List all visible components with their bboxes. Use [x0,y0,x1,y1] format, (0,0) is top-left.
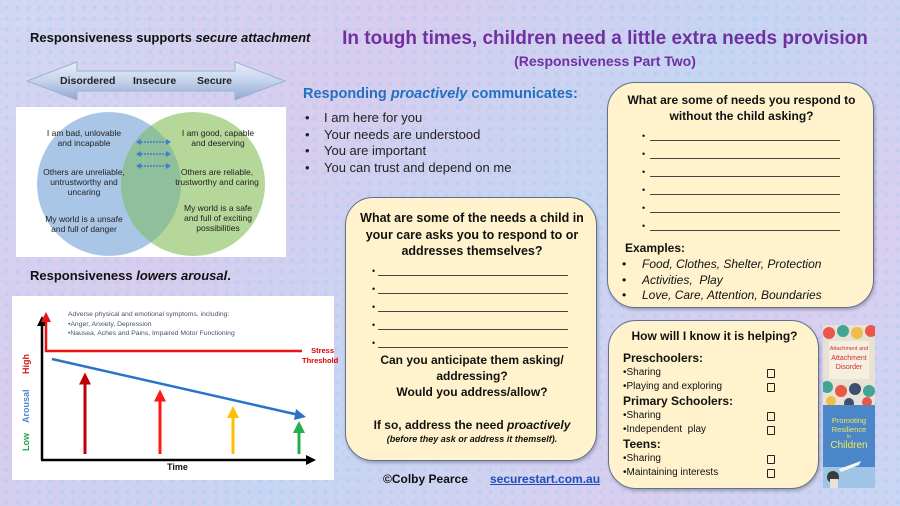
list-item-text: You can trust and depend on me [324,159,512,175]
answer-blank[interactable] [642,159,840,177]
checklist-item[interactable] [623,366,813,380]
answer-lines [642,123,840,231]
book-title-line: Disorder [835,364,863,371]
venn-left-others: Others are unreliable, untrustworthy and uncaring [43,167,125,198]
bullet-icon: • [305,110,310,125]
stress-threshold-label [302,346,339,366]
list-item [305,110,511,127]
book-cover-attachment[interactable] [823,325,875,405]
trend-arrowhead-icon [294,409,306,420]
checklist-item[interactable] [623,466,813,480]
list-item [622,288,822,304]
bullet-icon: • [305,126,310,142]
advice-italic: proactively [507,418,571,432]
list-item-text: I am here for you [324,110,423,125]
card-question: What are some of the needs a child in your care asks you to respond to or addresses themselves? [360,211,584,258]
bullet-icon: • [372,284,376,294]
bullet-icon: • [622,272,627,287]
bullet-icon: • [305,143,310,158]
heading-italic-text: secure attachment [195,30,311,45]
answer-rule [378,282,568,294]
anticipate-question: Can you anticipate them asking/ addressing? [380,353,564,383]
examples-heading: Examples: [625,241,686,255]
answer-rule [650,147,840,159]
answer-rule [378,264,568,276]
checklist-item[interactable] [623,423,813,437]
answer-blank[interactable] [372,276,568,294]
venn-right-others: Others are reliable, trustworthy and caring [175,167,259,188]
y-label-high: High [21,354,31,374]
checkbox[interactable] [767,412,775,421]
label-secure: Secure [197,75,233,87]
proactive-heading [303,86,578,102]
arousal-diagram [12,296,339,480]
checklist-label: •Independent play [623,424,707,435]
card-child-asks [345,197,597,461]
copyright-author: ©Colby Pearce [383,472,468,486]
page-title: In tough times, children need a little extra needs provision [342,28,868,49]
checklist-label: •Sharing [623,367,661,378]
bullet-icon: • [642,149,646,159]
bullet-icon: • [372,302,376,312]
checkbox[interactable] [767,426,775,435]
checkbox[interactable] [767,469,775,478]
label-insecure: Insecure [133,75,177,87]
answer-rule [378,318,568,330]
group-heading-primary: Primary Schoolers: [623,394,734,408]
answer-blank[interactable] [372,330,568,348]
checkbox[interactable] [767,369,775,378]
response-arrowhead-icon [293,421,305,433]
list-item-text: Love, Care, Attention, Boundaries [642,288,822,302]
book-illustration [823,405,875,488]
list-item-text: You are important [324,143,427,158]
answer-blank[interactable] [642,123,840,141]
answer-rule [378,300,568,312]
heading-italic-text: lowers arousal [136,268,228,283]
y-label-arousal: Arousal [21,389,31,423]
checklist-item[interactable] [623,409,813,423]
list-item [305,160,511,177]
list-item [305,127,511,144]
answer-lines [372,258,568,348]
book-title-line: in [847,434,851,440]
venn-left-self: I am bad, unlovable and incapable [46,128,122,149]
examples-list [622,257,822,304]
x-axis-arrowhead-icon [306,455,316,465]
book-title-line: Children [830,440,868,451]
advice-text: If so, address the need [373,418,507,432]
bullet-icon: • [372,320,376,330]
answer-rule [650,219,840,231]
checklist-label: •Maintaining interests [623,467,719,478]
book-title-line: Promoting [831,416,867,425]
helping-checklist [623,351,813,480]
list-item [622,273,822,289]
answer-blank[interactable] [642,213,840,231]
proactive-advice-note: (before they ask or address it themself). [386,434,558,444]
answer-rule [650,129,840,141]
heading-text: Responsiveness supports [30,30,196,45]
card-question: How will I know it is helping? [631,329,798,343]
bullet-icon: • [642,131,646,141]
checklist-item[interactable] [623,452,813,466]
group-heading-teens: Teens: [623,437,661,451]
symptom-item: •Anger, Anxiety, Depression [68,320,152,328]
symptom-item: •Nausea, Aches and Pains, Impaired Motor Functioning [68,330,235,337]
response-arrowhead-icon [154,389,166,401]
bullet-icon: • [305,159,310,175]
threshold-label-line: Stress [311,346,334,355]
threshold-label-line: Threshold [302,356,339,365]
checklist-label: •Sharing [623,453,661,464]
arousal-trend-line [52,359,299,415]
answer-blank[interactable] [642,141,840,159]
attachment-venn-diagram [16,107,286,257]
checkbox[interactable] [767,383,775,392]
venn-right-self: I am good, capable and deserving [181,128,255,149]
card-without-asking [607,82,874,308]
bullet-icon: • [642,167,646,177]
symptoms-note [68,310,235,339]
bullet-icon: • [372,338,376,348]
book-title-line: Attachment [831,355,867,362]
checkbox[interactable] [767,455,775,464]
list-item-text: Activities, Play [642,272,723,287]
list-item-text: Food, Clothes, Shelter, Protection [642,257,822,271]
list-item-text: Your needs are understood [324,126,481,142]
heading-italic-text: proactively [390,86,468,102]
label-disordered: Disordered [60,75,116,87]
x-label-time: Time [167,462,188,472]
answer-blank[interactable] [642,195,840,213]
address-question: Would you address/allow? [396,385,548,399]
answer-blank[interactable] [372,258,568,276]
attachment-spectrum-arrow [25,60,287,102]
answer-rule [378,336,568,348]
symptoms-heading: Adverse physical and emotional symptoms, including: [68,311,230,318]
bullet-icon: • [642,221,646,231]
answer-blank[interactable] [642,177,840,195]
answer-rule [650,165,840,177]
bullet-icon: • [642,203,646,213]
response-arrowhead-icon [227,406,239,418]
bullet-icon: • [622,288,627,302]
book-cover-resilience[interactable] [823,405,875,488]
group-heading-preschoolers: Preschoolers: [623,351,704,365]
checklist-label: •Playing and exploring [623,381,723,392]
card-question: What are some of needs you respond to without the child asking? [627,93,856,123]
heading-text: Responsiveness [30,268,137,283]
book-title-line: Resilience [831,425,867,434]
heading-end: communicates: [467,86,578,102]
page-subtitle: (Responsiveness Part Two) [514,53,696,69]
card-how-helping [608,320,819,489]
answer-blank[interactable] [372,312,568,330]
y-label-low: Low [21,433,31,451]
website-link[interactable]: securestart.com.au [490,472,601,486]
secure-attachment-heading [30,30,310,45]
checklist-item[interactable] [623,380,813,394]
heading-text: Responding [303,86,391,102]
heading-end: . [227,268,231,283]
checklist-label: •Sharing [623,410,661,421]
venn-right-world: My world is a safe and full of exciting possibilities [183,203,253,234]
answer-rule [650,183,840,195]
list-item [622,257,822,273]
bullet-icon: • [642,185,646,195]
arousal-heading [30,268,231,283]
response-arrowhead-icon [79,372,91,384]
venn-left-world: My world is a unsafe and full of danger [45,214,123,235]
book-title-line: Attachment and [829,346,869,352]
answer-blank[interactable] [372,294,568,312]
answer-rule [650,201,840,213]
bullet-icon: • [622,257,627,271]
proactive-advice [352,417,592,433]
bullet-icon: • [372,266,376,276]
proactive-list [305,110,511,176]
list-item [305,143,511,160]
response-arrows [79,372,305,454]
